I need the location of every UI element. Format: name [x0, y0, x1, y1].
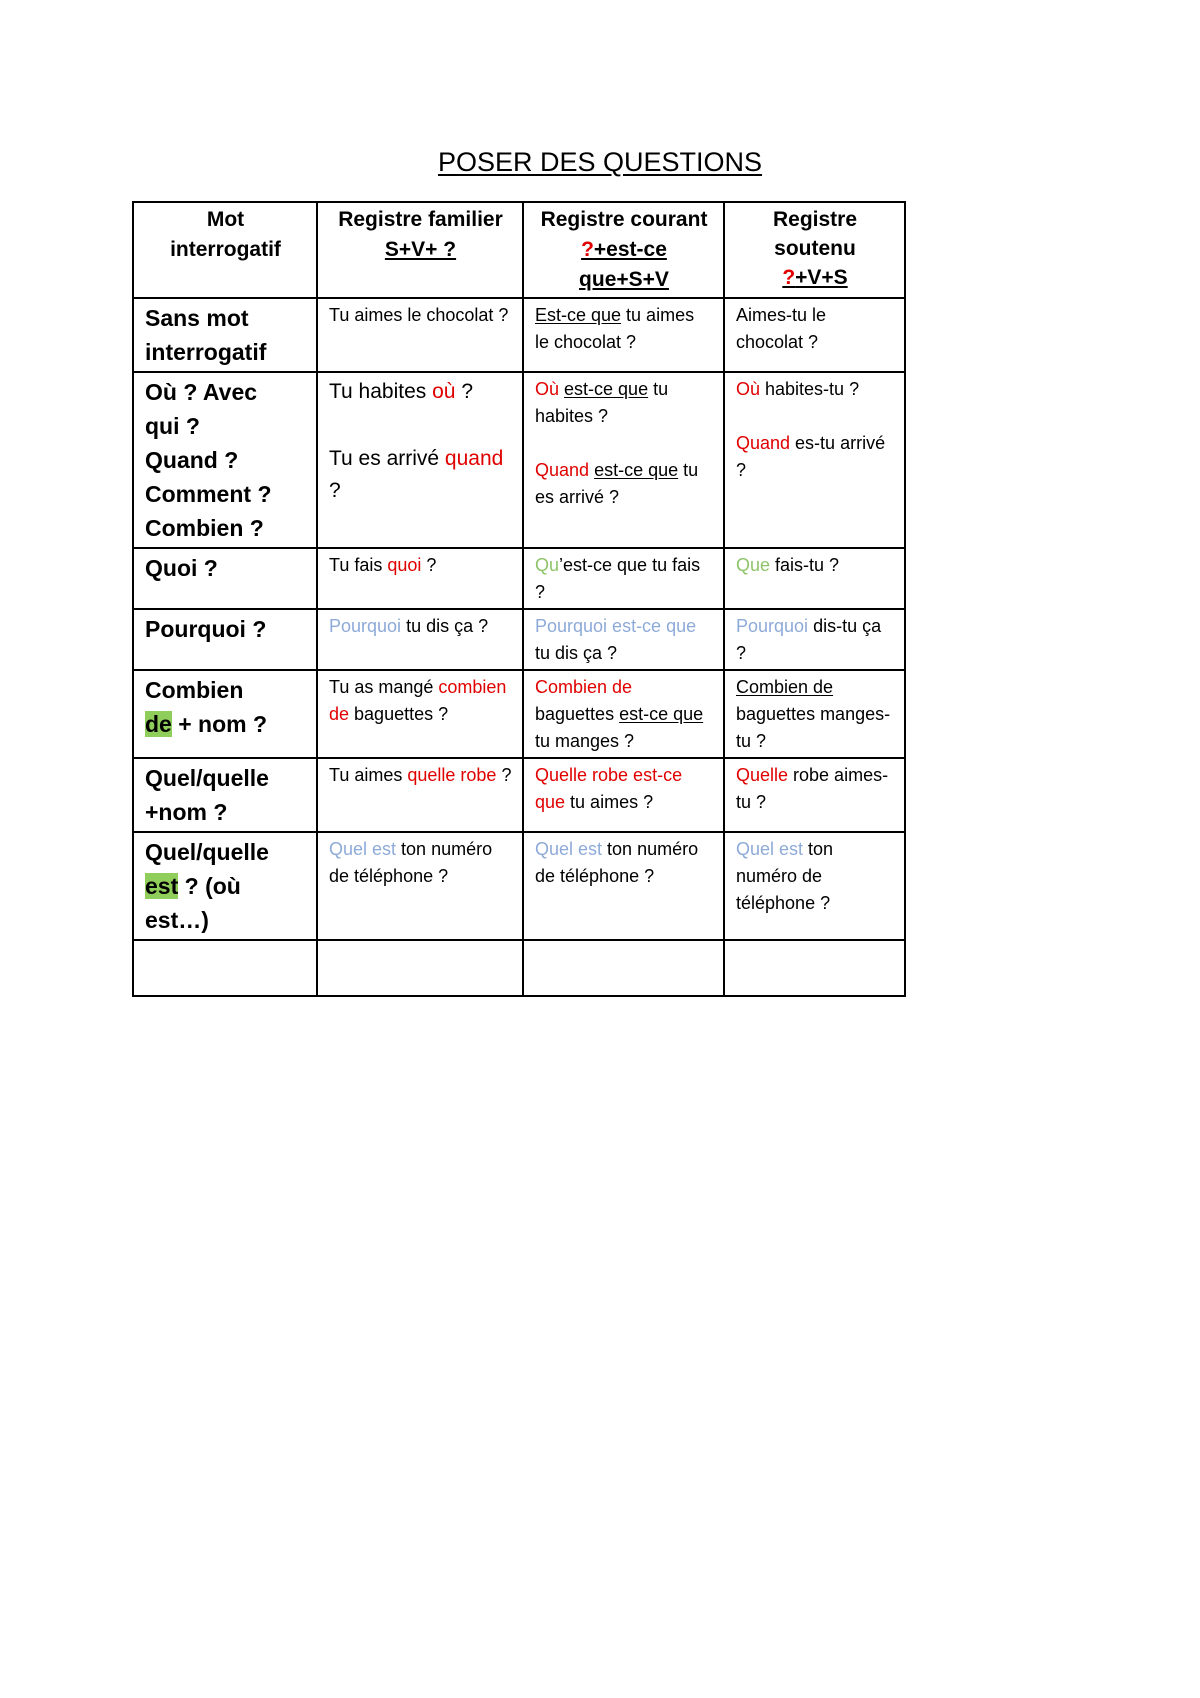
row-label	[133, 609, 317, 670]
cell-familier	[317, 372, 523, 548]
cell-text: es-tu arrivé ?	[736, 433, 886, 480]
row-label-text: Quoi ?	[145, 555, 218, 581]
cell-text-highlight: Où	[736, 379, 761, 399]
header-label: Registre courant	[540, 208, 708, 231]
cell-text: habites-tu ?	[760, 379, 860, 399]
cell-text: Aimes-tu le chocolat ?	[736, 305, 827, 352]
row-label-text: Comment ?	[145, 481, 272, 507]
cell-text: Tu habites	[329, 380, 433, 403]
cell-familier	[317, 298, 523, 372]
row-label-highlight: de	[145, 711, 172, 737]
row-label-text: ? (où	[178, 873, 241, 899]
row-label-text: interrogatif	[145, 339, 267, 365]
cell-text: Tu fais	[329, 555, 388, 575]
cell-soutenu	[724, 548, 905, 609]
cell-text-highlight: Qu	[535, 555, 560, 575]
cell-text: ton numéro de téléphone ?	[329, 839, 493, 886]
cell-text: tu dis ça ?	[401, 616, 489, 636]
row-label-text: Quel/quelle	[145, 765, 269, 791]
cell-text: baguettes ?	[349, 704, 449, 724]
header-formula-mark: ?	[782, 266, 796, 289]
cell-text-underlined: est-ce que	[594, 460, 679, 480]
header-label: Registre familier	[338, 208, 503, 231]
cell-text-highlight: Quand	[535, 460, 590, 480]
header-registre-courant	[523, 202, 724, 298]
cell-text-underlined: est-ce que	[564, 379, 649, 399]
cell-text: Tu aimes	[329, 765, 408, 785]
table-row	[133, 298, 905, 372]
cell-courant	[523, 372, 724, 548]
row-label-text: Quel/quelle	[145, 839, 269, 865]
empty-cell	[317, 940, 523, 996]
row-label-text: Combien ?	[145, 515, 264, 541]
row-label-text: qui ?	[145, 413, 200, 439]
row-label	[133, 548, 317, 609]
header-label: Registre	[772, 208, 858, 231]
row-label	[133, 832, 317, 940]
row-label-text: Combien	[145, 677, 244, 703]
header-label: Mot	[206, 208, 245, 231]
questions-table	[132, 201, 906, 997]
cell-text-highlight: combien de	[329, 677, 507, 724]
cell-text-highlight: où	[432, 380, 456, 403]
cell-familier	[317, 758, 523, 832]
cell-familier	[317, 548, 523, 609]
cell-text-underlined: Est-ce que	[535, 305, 622, 325]
row-label-highlight: est	[145, 873, 179, 899]
cell-text-highlight: Que	[736, 555, 771, 575]
row-label-text: est…)	[145, 907, 209, 933]
table-row	[133, 758, 905, 832]
cell-text: ?	[329, 479, 341, 502]
cell-text: fais-tu ?	[770, 555, 840, 575]
table-row	[133, 372, 905, 548]
cell-soutenu	[724, 609, 905, 670]
cell-soutenu	[724, 372, 905, 548]
cell-courant	[523, 548, 724, 609]
cell-text: robe aimes-tu ?	[736, 765, 889, 812]
row-label-text: Sans mot	[145, 305, 249, 331]
table-row	[133, 609, 905, 670]
cell-text-highlight: quoi	[387, 555, 422, 575]
cell-text: ton numéro de téléphone ?	[736, 839, 834, 913]
header-label: soutenu	[774, 237, 856, 260]
empty-cell	[724, 940, 905, 996]
cell-text-highlight: quand	[444, 447, 504, 470]
header-formula: +est-ce que+S+V	[579, 238, 669, 291]
cell-soutenu	[724, 298, 905, 372]
table-row	[133, 670, 905, 758]
cell-text-highlight: Où	[535, 379, 560, 399]
table-row	[133, 832, 905, 940]
cell-courant	[523, 670, 724, 758]
row-label-text: Où ? Avec	[145, 379, 258, 405]
cell-text: Tu aimes le chocolat ?	[329, 305, 509, 325]
cell-text: tu es arrivé ?	[535, 460, 699, 507]
cell-familier	[317, 832, 523, 940]
document-title: POSER DES QUESTIONS	[437, 147, 763, 177]
cell-text-highlight: Pourquoi	[329, 616, 402, 636]
cell-courant	[523, 832, 724, 940]
cell-text: baguettes	[535, 704, 620, 724]
cell-text-highlight: Quel est	[535, 839, 603, 859]
empty-row	[133, 940, 905, 996]
cell-text: Tu es arrivé	[329, 447, 445, 470]
cell-text: tu aimes le chocolat ?	[535, 305, 695, 352]
table-row	[133, 548, 905, 609]
empty-cell	[133, 940, 317, 996]
cell-text: Tu as mangé	[329, 677, 439, 697]
cell-text-highlight: quelle robe	[407, 765, 497, 785]
cell-text-underlined: est-ce que	[619, 704, 704, 724]
cell-text: ?	[421, 555, 437, 575]
cell-text: ’est-ce que tu fais ?	[535, 555, 701, 602]
row-label	[133, 372, 317, 548]
header-label: interrogatif	[170, 238, 281, 261]
cell-text: ?	[455, 380, 473, 403]
cell-text: ?	[496, 765, 512, 785]
cell-text: baguettes manges-tu ?	[736, 704, 891, 751]
cell-text: tu dis ça ?	[535, 643, 618, 663]
cell-text-highlight: Quelle	[736, 765, 789, 785]
cell-courant	[523, 298, 724, 372]
row-label	[133, 298, 317, 372]
cell-text-highlight: Quelle robe est-ce que	[535, 765, 683, 812]
cell-text-highlight: Quand	[736, 433, 791, 453]
empty-cell	[523, 940, 724, 996]
cell-text: tu habites ?	[535, 379, 669, 426]
header-registre-soutenu	[724, 202, 905, 298]
cell-familier	[317, 670, 523, 758]
row-label-text: + nom ?	[171, 711, 268, 737]
cell-text-highlight: Quel est	[736, 839, 804, 859]
cell-text-highlight: Quel est	[329, 839, 397, 859]
header-formula: S+V+ ?	[384, 238, 457, 261]
row-label	[133, 670, 317, 758]
header-formula: +V+S	[795, 266, 848, 289]
cell-familier	[317, 609, 523, 670]
row-label-text: Pourquoi ?	[145, 616, 267, 642]
header-registre-familier	[317, 202, 523, 298]
cell-text: dis-tu ça ?	[736, 616, 882, 663]
cell-courant	[523, 609, 724, 670]
header-formula-mark: ?	[581, 238, 594, 261]
row-label-text: +nom ?	[145, 799, 228, 825]
row-label	[133, 758, 317, 832]
cell-text: tu manges ?	[535, 731, 635, 751]
cell-text: tu aimes ?	[565, 792, 654, 812]
row-label-text: Quand ?	[145, 447, 239, 473]
cell-text-highlight: Pourquoi est-ce que	[535, 616, 697, 636]
header-row	[133, 202, 905, 298]
cell-courant	[523, 758, 724, 832]
cell-text-underlined: Combien de	[736, 677, 834, 697]
header-mot-interrogatif	[133, 202, 317, 298]
cell-text-highlight: Combien de	[535, 677, 633, 697]
cell-soutenu	[724, 758, 905, 832]
cell-text: ton numéro de téléphone ?	[535, 839, 699, 886]
cell-text-highlight: Pourquoi	[736, 616, 809, 636]
cell-soutenu	[724, 832, 905, 940]
cell-soutenu	[724, 670, 905, 758]
